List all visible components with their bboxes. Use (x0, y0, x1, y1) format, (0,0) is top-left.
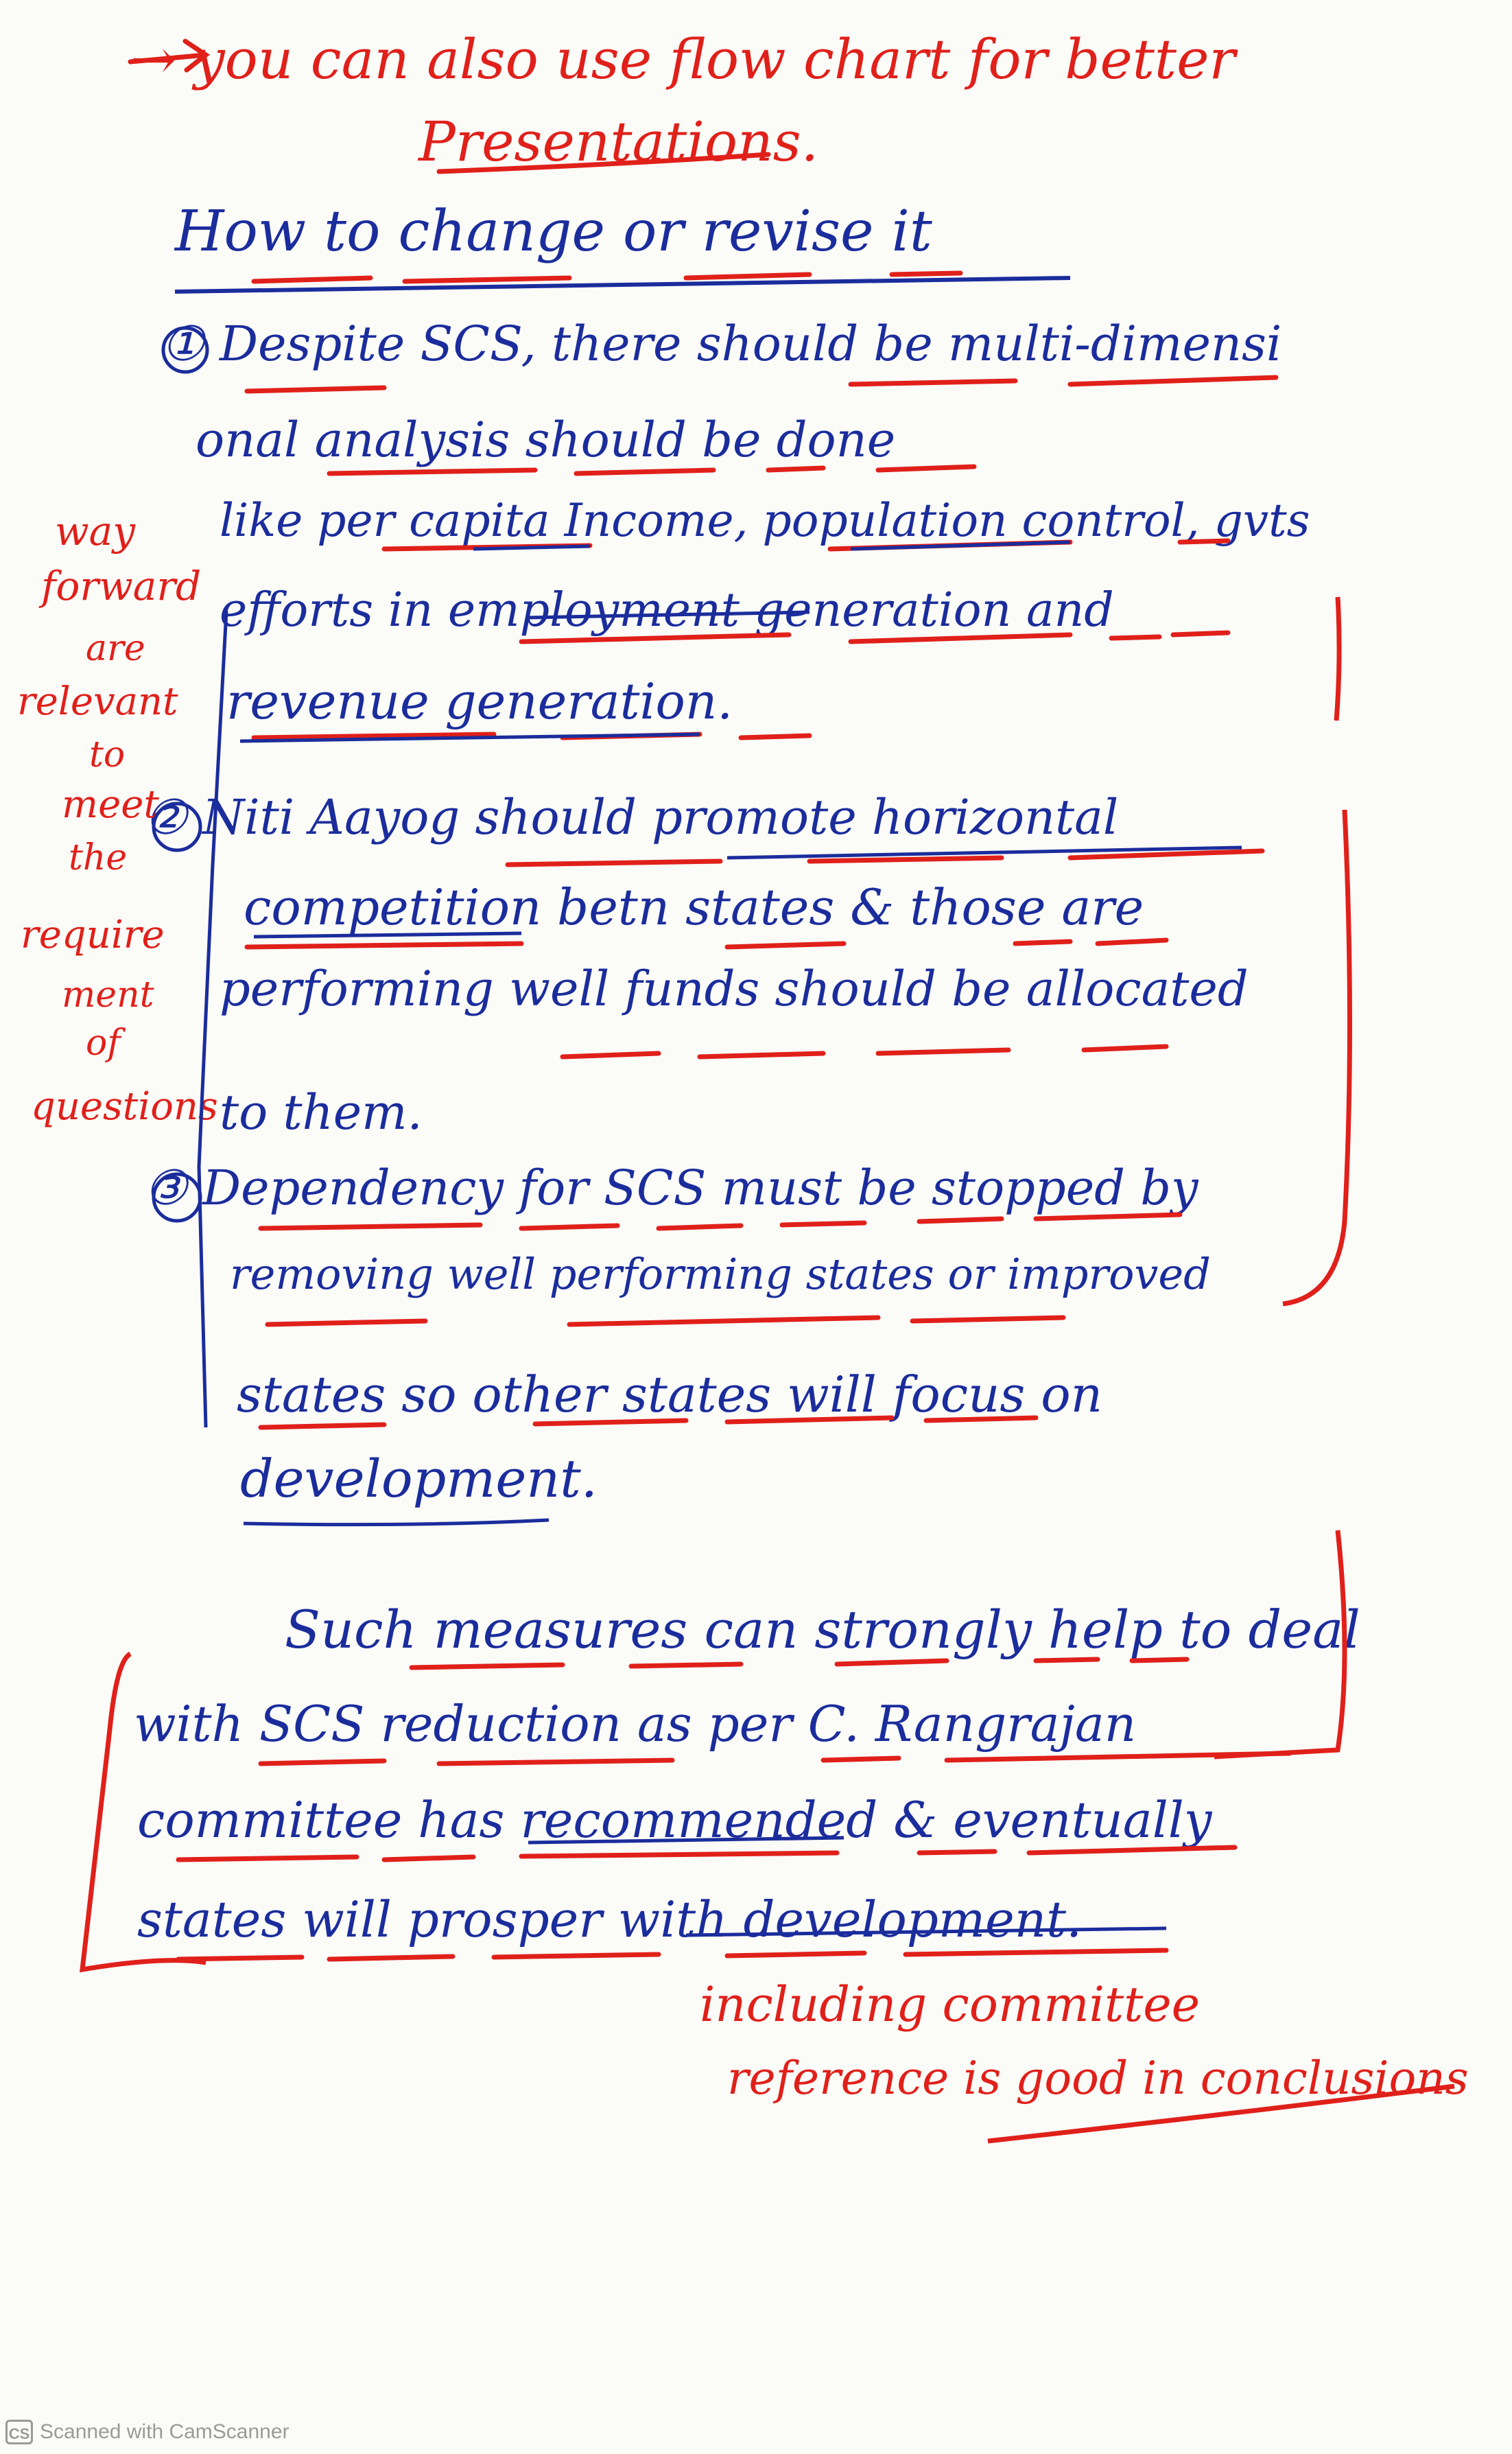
point1-line5: revenue generation. (226, 673, 733, 730)
conclusion-line4: states will prosper with development. (137, 1891, 1082, 1948)
conclusion-line2: with SCS reduction as per C. Rangrajan (134, 1695, 1137, 1753)
conclusion-line1: Such measures can strongly help to deal (285, 1599, 1360, 1660)
point1-line3: like per capita Income, population control, gvts (220, 494, 1310, 547)
side-comment-word-7: the (69, 837, 128, 878)
point3-line2: removing well performing states or improved (230, 1249, 1211, 1299)
margin-tick (1336, 597, 1339, 721)
side-comment-word-4: relevant (17, 679, 178, 724)
point3-line3: states so other states will focus on (237, 1366, 1102, 1423)
point1-line4: efforts in employment generation and (220, 583, 1114, 638)
point1-line1: ① Despite SCS, there should be multi-dimensi (161, 316, 1282, 372)
side-comment-word-1: way (55, 508, 135, 554)
point2-line4: to them. (220, 1084, 423, 1141)
conclusion-line3: committee has recommended & eventually (137, 1791, 1212, 1849)
point1-line2: onal analysis should be done (196, 412, 896, 468)
point2-line3: performing well funds should be allocated (220, 961, 1249, 1017)
top-note-line1: → you can also use flow chart for better (130, 27, 1236, 91)
left-margin-line (199, 611, 226, 1427)
camscanner-logo-icon: CS (5, 2420, 33, 2444)
bottom-comment-line2: reference is good in conclusions (727, 2052, 1469, 2105)
scanner-watermark-text: Scanned with CamScanner (40, 2420, 290, 2443)
side-comment-word-11: questions (31, 1084, 218, 1129)
side-comment-word-8: require (21, 913, 165, 957)
point3-line4: development. (240, 1448, 598, 1509)
top-note-line2: Presentations. (418, 110, 819, 174)
side-comment-word-3: are (86, 628, 145, 669)
side-comment-word-6: meet (62, 782, 159, 827)
right-brace (1283, 810, 1350, 1304)
side-comment-word-5: to (89, 734, 126, 775)
scanner-footer (5, 2418, 290, 2446)
point2-line2: competition betn states & those are (244, 878, 1144, 936)
bottom-comment-line1: including committee (700, 1976, 1201, 2033)
point3-blue-underline (244, 1520, 549, 1525)
point2-blue-underline (727, 848, 1242, 858)
point3-line1: ③ Dependency for SCS must be stopped by (144, 1160, 1198, 1216)
section-heading: How to change or revise it (175, 199, 932, 264)
heading-rule (175, 278, 1070, 292)
side-comment-word-10: of (86, 1022, 121, 1064)
side-comment-word-2: forward (41, 563, 202, 609)
side-comment-word-9: ment (62, 974, 154, 1016)
heading-underlines (254, 273, 960, 281)
point2-line1: ② Niti Aayog should promote horizontal (144, 789, 1119, 845)
